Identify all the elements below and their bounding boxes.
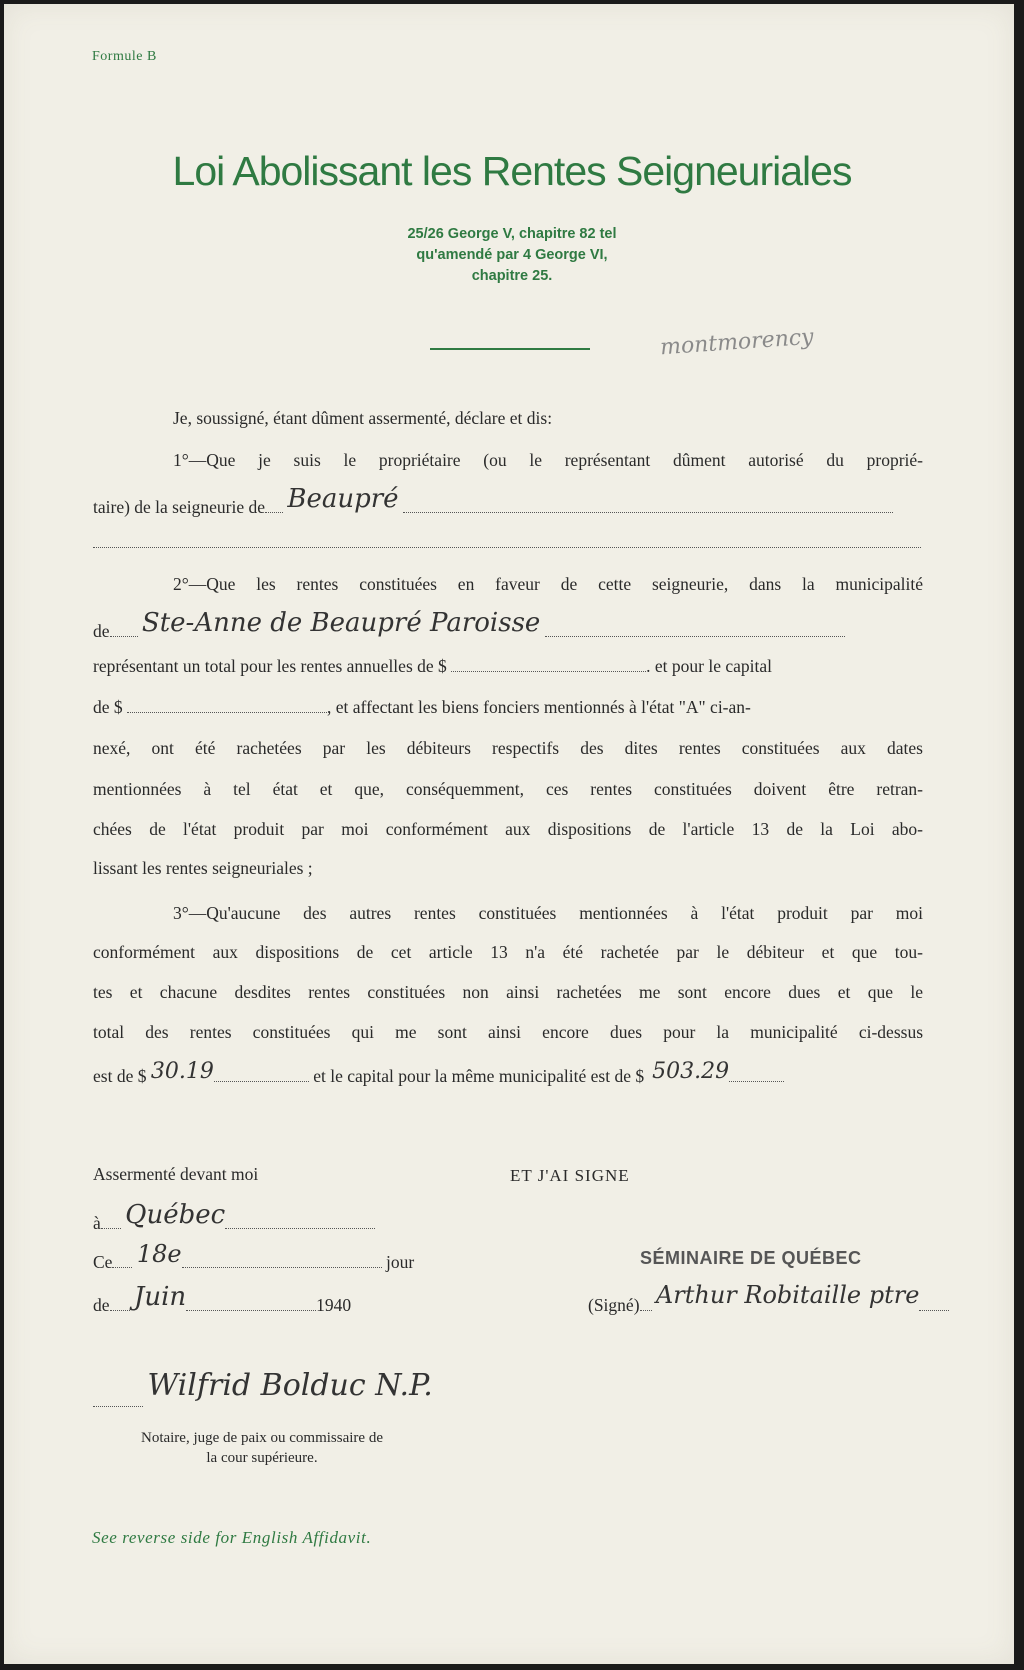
paragraph-3-line: 3°—Qu'aucune des autres rentes constituées mentionnées à l'état produit par moi <box>173 903 923 923</box>
subtitle-line: qu'amendé par 4 George VI, <box>416 247 608 263</box>
signer-line: (Signé) Arthur Robitaille ptre <box>588 1289 928 1317</box>
form-label: Formule B <box>92 49 157 64</box>
oath-month: Juin <box>133 1282 187 1312</box>
oath-day: 18e <box>136 1240 182 1268</box>
dotted-fill <box>545 622 845 637</box>
capital-total-label: et le capital pour la même municipalité est de $ <box>313 1066 645 1086</box>
oath-day-line: Ce 18e jour <box>93 1240 415 1272</box>
signature-heading: ET J'AI SIGNE <box>510 1166 630 1185</box>
header-rule <box>430 348 590 350</box>
paragraph-2-line: représentant un total pour les rentes annuelles de $ . et pour le capital <box>93 656 773 676</box>
pencil-note: montmorency <box>659 324 815 361</box>
notary-signature-line <box>93 1368 473 1414</box>
municipalite-value: Ste-Anne de Beaupré Paroisse <box>141 608 541 638</box>
paragraph-3-line <box>93 1059 923 1087</box>
oath-heading: Assermenté devant moi <box>93 1164 259 1184</box>
paragraph-2-line: de $ , et affectant les biens fonciers mentionnés à l'état "A" ci-an- <box>93 697 751 717</box>
seigneurie-label: taire) de la seigneurie de <box>93 497 265 517</box>
dotted-blank-line <box>93 532 923 556</box>
oath-place-line: à Québec <box>93 1206 413 1230</box>
municipalite-label: de <box>93 621 110 641</box>
paragraph-2-line: mentionnées à tel état et que, conséquemment, ces rentes constituées doivent être retran- <box>93 779 923 799</box>
paragraph-2-line: 2°—Que les rentes constituées en faveur de cette seigneurie, dans la municipalité <box>173 574 923 594</box>
document-subtitle <box>0 224 1024 287</box>
capital-blank <box>127 698 327 713</box>
oath-place: Québec <box>125 1200 226 1230</box>
paragraph-1-line: 1°—Que je suis le propriétaire (ou le représentant dûment autorisé du proprié- <box>173 450 923 470</box>
capital-label: de $ <box>93 697 123 717</box>
paragraph-2-line: chées de l'état produit par moi conformément aux dispositions de l'article 13 de la Loi abo- <box>93 819 923 839</box>
seigneurie-value: Beaupré <box>287 484 399 514</box>
subtitle-line: 25/26 George V, chapitre 82 tel <box>407 226 617 242</box>
notary-signature: Wilfrid Bolduc N.P. <box>147 1368 433 1403</box>
paragraph-2-line <box>93 608 923 641</box>
declaration-intro: Je, soussigné, étant dûment assermenté, déclare et dis: <box>173 408 553 428</box>
paragraph-1-line <box>93 484 923 517</box>
capital-total-value: 503.29 <box>652 1059 730 1084</box>
rentes-total-value: 30.19 <box>150 1059 214 1084</box>
document-title: Loi Abolissant les Rentes Seigneuriales <box>172 148 852 194</box>
subtitle-line: chapitre 25. <box>471 268 553 284</box>
oath-year: 1940 <box>316 1295 352 1315</box>
rentes-total-label: est de $ <box>93 1066 147 1086</box>
paragraph-3-line: total des rentes constituées qui me sont ainsi encore dues pour la municipalité ci-dessus <box>93 1022 923 1042</box>
rentes-annuelles-label: représentant un total pour les rentes annuelles de $ <box>93 656 447 676</box>
oath-date-line: de Juin 1940 <box>93 1282 352 1315</box>
paragraph-3-line: tes et chacune desdites rentes constituées non ainsi rachetées me sont encore dues et que le <box>93 982 923 1002</box>
english-affidavit-note: See reverse side for English Affidavit. <box>92 1528 372 1547</box>
paragraph-2-line: lissant les rentes seigneuriales ; <box>93 858 313 878</box>
paragraph-2-line: nexé, ont été rachetées par les débiteurs respectifs des dites rentes constituées aux dates <box>93 738 923 758</box>
signer-signature: Arthur Robitaille ptre <box>655 1281 920 1309</box>
rentes-annuelles-blank <box>451 657 646 672</box>
dotted-fill <box>403 498 893 513</box>
notary-caption: Notaire, juge de paix ou commissaire de la cour supérieure. <box>140 1430 383 1466</box>
paragraph-3-line: conformément aux dispositions de cet article 13 n'a été rachetée par le débiteur et que tou- <box>93 942 923 962</box>
seminary-stamp: SÉMINAIRE DE QUÉBEC <box>640 1248 862 1268</box>
